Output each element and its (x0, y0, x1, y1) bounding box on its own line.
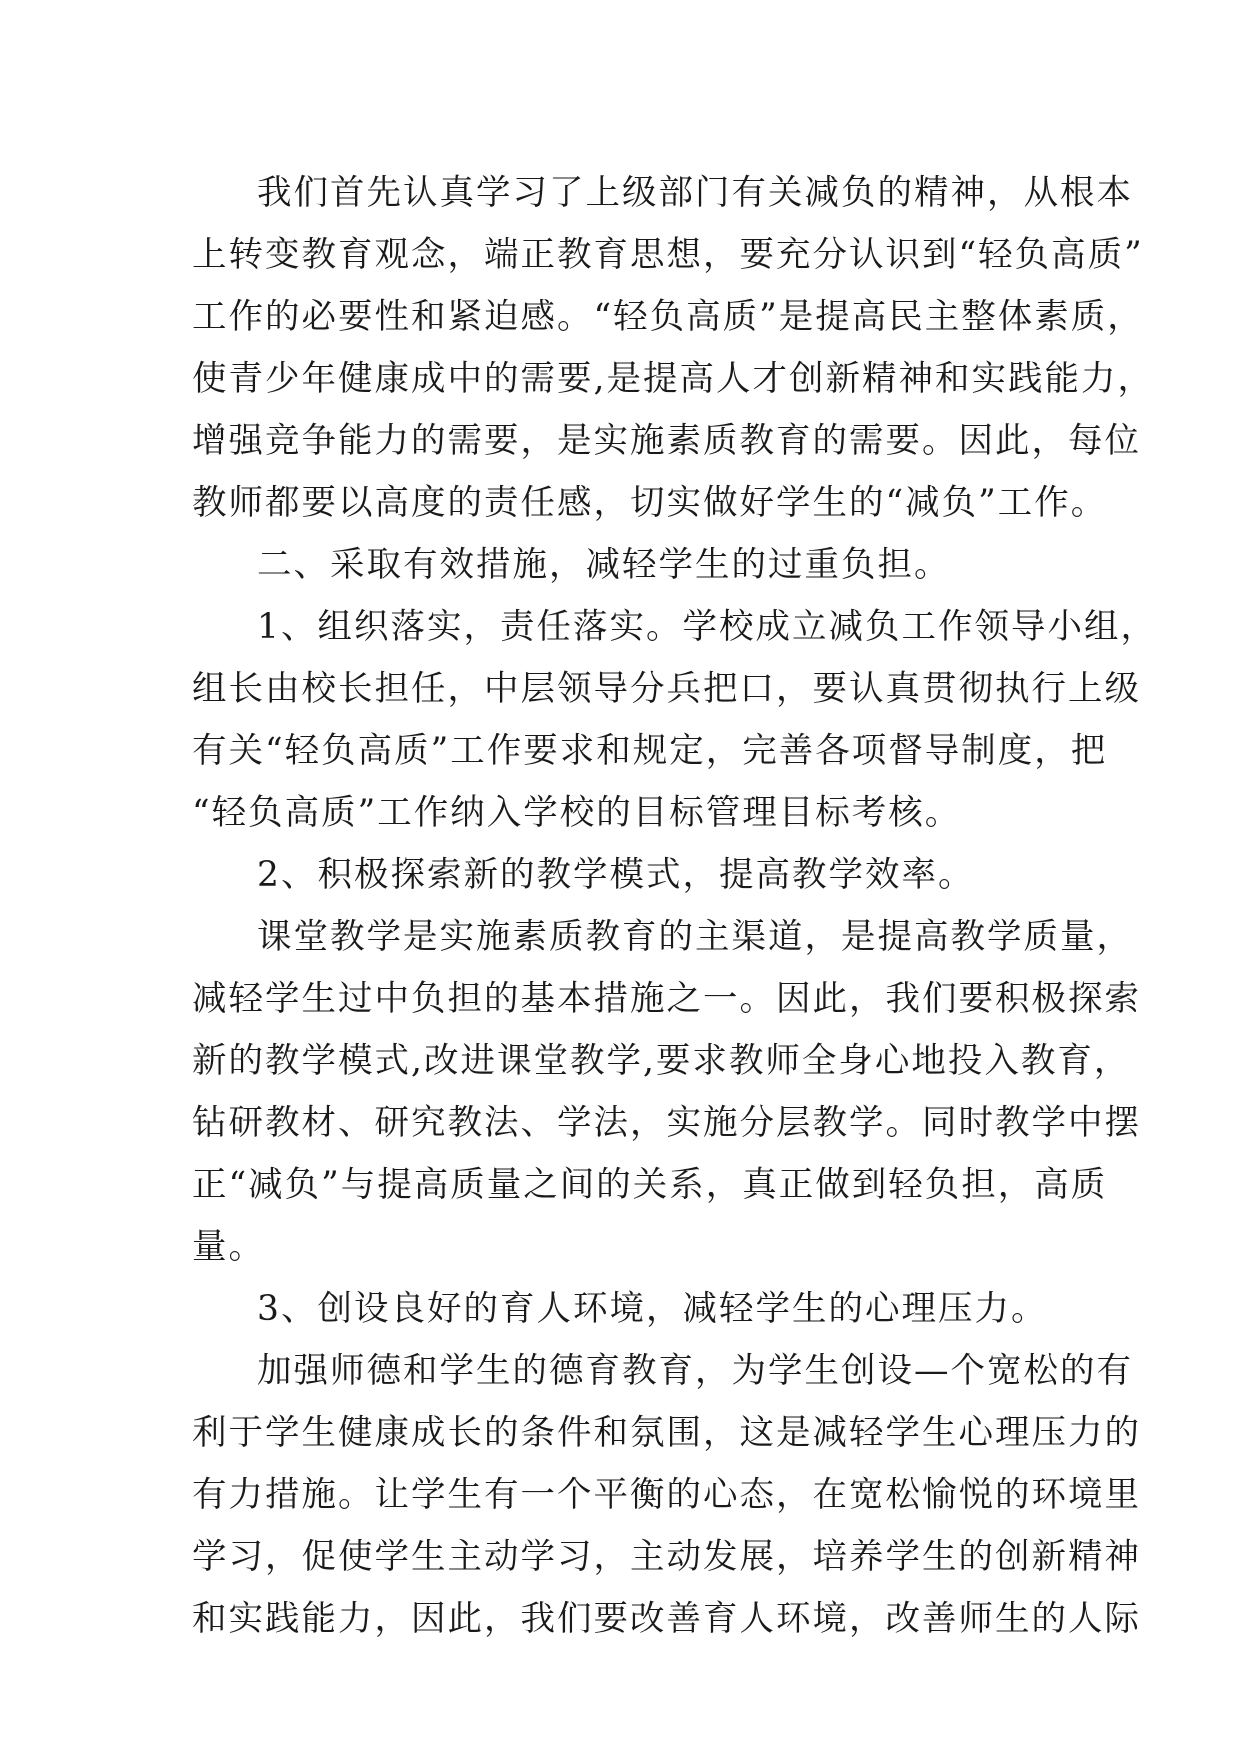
text-line: 减轻学生过中负担的基本措施之一。因此，我们要积极探索 (192, 979, 1141, 1019)
section-heading: 二、采取有效措施，减轻学生的过重负担。 (257, 545, 951, 585)
text-line: 上转变教育观念，端正教育思想，要充分认识到“轻负高质” (192, 235, 1144, 275)
text-line: 加强师德和学生的德育教育，为学生创设—个宽松的有 (257, 1351, 1133, 1391)
body-text (192, 162, 1157, 1650)
text-line: 钻研教材、研究教法、学法，实施分层教学。同时教学中摆 (192, 1103, 1141, 1143)
text-line: 利于学生健康成长的条件和氛围，这是减轻学生心理压力的 (192, 1413, 1141, 1453)
subsection-heading: 2、积极探索新的教学模式，提高教学效率。 (257, 855, 975, 895)
text-line: 增强竞争能力的需要，是实施素质教育的需要。因此，每位 (192, 421, 1141, 461)
text-line: 教师都要以高度的责任感，切实做好学生的“减负”工作。 (192, 483, 1108, 523)
text-line: 有关“轻负高质”工作要求和规定，完善各项督导制度，把 (192, 731, 1108, 771)
text-line: 新的教学模式,改进课堂教学,要求教师全身心地投入教育， (192, 1041, 1131, 1081)
text-line: 和实践能力，因此，我们要改善育人环境，改善师生的人际 (192, 1599, 1141, 1639)
text-line: 工作的必要性和紧迫感。“轻负高质”是提高民主整体素质， (192, 297, 1144, 337)
text-line: 1、组织落实，责任落实。学校成立减负工作领导小组， (257, 607, 1157, 647)
text-line: “轻负高质”工作纳入学校的目标管理目标考核。 (192, 793, 962, 833)
text-line: 正“减负”与提高质量之间的关系，真正做到轻负担，高质 (192, 1165, 1108, 1205)
text-line: 我们首先认真学习了上级部门有关减负的精神，从根本 (257, 173, 1133, 213)
text-line: 课堂教学是实施素质教育的主渠道，是提高教学质量， (257, 917, 1133, 957)
text-line: 使青少年健康成中的需要,是提高人才创新精神和实践能力， (192, 359, 1154, 399)
text-line: 学习，促使学生主动学习，主动发展，培养学生的创新精神 (192, 1537, 1141, 1577)
text-line: 有力措施。让学生有一个平衡的心态，在宽松愉悦的环境里 (192, 1475, 1141, 1515)
text-line: 量。 (192, 1227, 265, 1267)
text-line: 组长由校长担任，中层领导分兵把口，要认真贯彻执行上级 (192, 669, 1141, 709)
subsection-heading: 3、创设良好的育人环境，减轻学生的心理压力。 (257, 1289, 1048, 1329)
